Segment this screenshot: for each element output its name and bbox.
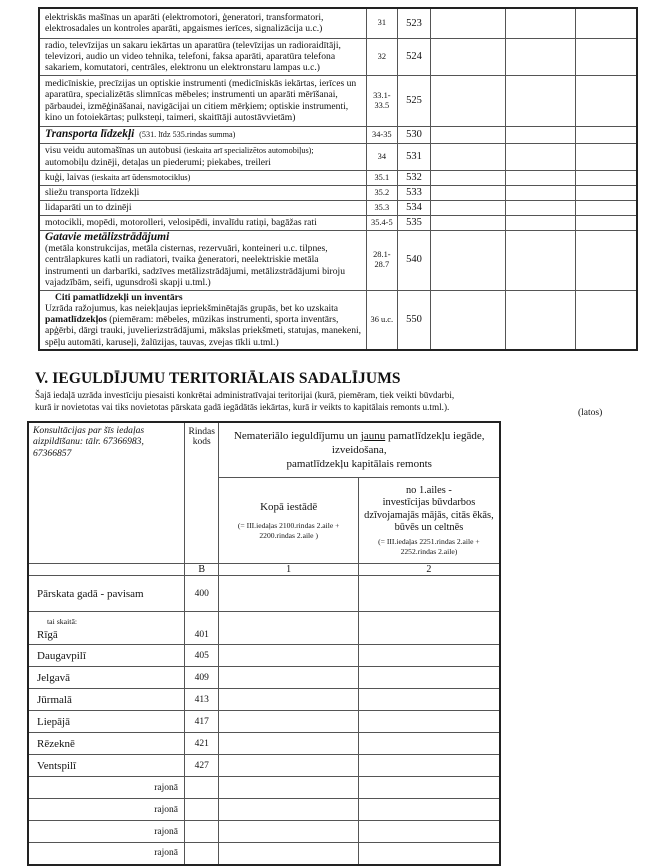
value-cell[interactable] [219, 576, 358, 612]
nace-code: 32 [366, 38, 397, 75]
row-code: 401 [185, 612, 219, 645]
row-code: 530 [397, 126, 431, 143]
row-code[interactable] [185, 821, 219, 843]
row-code: 421 [185, 733, 219, 755]
nace-code: 28.1-28.7 [366, 230, 397, 290]
section-title: V. IEGULDĪJUMU TERITORIĀLAIS SADALĪJUMS [35, 370, 401, 387]
district-label: rajonā [28, 843, 185, 865]
main-column-header [219, 422, 500, 478]
city-label: Jūrmalā [28, 689, 185, 711]
city-label: Rīgā [37, 629, 58, 641]
row-code: 409 [185, 667, 219, 689]
row-code: 417 [185, 711, 219, 733]
table-row-district [28, 799, 500, 821]
row-description [39, 230, 366, 290]
value-cell[interactable] [431, 185, 506, 200]
nace-code: 35.2 [366, 185, 397, 200]
nace-code: 36 u.c. [366, 290, 397, 350]
value-cell[interactable] [431, 38, 506, 75]
value-cell[interactable] [358, 843, 500, 865]
table-row-district [28, 777, 500, 799]
table-row [39, 75, 637, 126]
value-cell[interactable] [575, 185, 637, 200]
description-line: kurā ir novietotas vai tiks novietotas pārskata gadā iegādātās iekārtas, kurā ir veikts to kapitālais remonts u.tml.). [35, 401, 450, 412]
table-row-district [28, 821, 500, 843]
table-row-total [28, 576, 500, 612]
row-description: radio, televīzijas un sakaru iekārtas un aparatūra (televīzijas un radioraidītāji, televizori, audio un video tehnika, telefoni, faksa aparāti, aparatūra telefona sakariem, komutatori, centrāles, elektronu un elektronstaru lampas u.c.) [39, 38, 366, 75]
value-cell[interactable] [358, 799, 500, 821]
value-cell[interactable] [575, 170, 637, 185]
nace-code: 35.3 [366, 200, 397, 215]
value-cell[interactable] [219, 777, 358, 799]
row-text: (metāla konstrukcijas, metāla cisternas, rezervuāri, konteineri u.c. tilpnes, centrālapkures katli un radiatori, tvaika ģeneratori, neelektriskie metāla instrumenti un darbarīki, sadzīves metālizstrādājumi, metālizstrādājumi biroju vajadzībām, seifi, ugunsdroši skapji u.tml.) [45, 243, 345, 288]
value-cell[interactable] [358, 612, 500, 645]
header-text: Kopā iestādē [260, 500, 318, 513]
row-text: visu veidu automašīnas un autobusi [45, 145, 182, 157]
row-description: medicīniskie, precīzijas un optiskie instrumenti (medicīniskās iekārtas, ierīces un aparatūra, specializētās slimnīcas mēbeles; instrumenti un aparāti mērīšanai, pārbaudei, izmēģināšanai, navigācijai un citiem mērķiem; optiskie instrumenti, kino un fotoiekārtas; pulksteņi, taimeri, skaitītāji autostāvvietām) [39, 75, 366, 126]
header-text: investīcijas būvdarbos dzīvojamajās mājās, citās ēkās, būvēs un celtnēs [364, 497, 494, 533]
value-cell[interactable] [506, 38, 575, 75]
consult-phone: aizpildīšanu: tālr. 67366983, 67366857 [33, 436, 144, 459]
value-cell[interactable] [431, 8, 506, 38]
value-cell[interactable] [431, 290, 506, 350]
value-cell[interactable] [219, 843, 358, 865]
row-code: 427 [185, 755, 219, 777]
column-header-2 [358, 478, 500, 564]
row-description [39, 126, 366, 143]
value-cell[interactable] [575, 143, 637, 170]
value-cell[interactable] [506, 290, 575, 350]
district-label: rajonā [28, 799, 185, 821]
value-cell[interactable] [431, 126, 506, 143]
value-cell[interactable] [575, 230, 637, 290]
nace-code: 35.4-5 [366, 215, 397, 230]
value-cell[interactable] [431, 230, 506, 290]
row-description: elektriskās mašīnas un aparāti (elektromotori, ģeneratori, transformatori, elektrosadales un kontroles aparāti, apgaismes ierīces, signalizācija u.c.) [39, 8, 366, 38]
table-row [28, 711, 500, 733]
table-row [28, 755, 500, 777]
value-cell[interactable] [358, 576, 500, 612]
value-cell[interactable] [506, 75, 575, 126]
header-note: (= III.iedaļas 2251.rindas 2.aile + 2252.rindas 2.aile) [378, 536, 480, 556]
row-code: 525 [397, 75, 431, 126]
row-code: 532 [397, 170, 431, 185]
header-text: pamatlīdzekļu kapitālais remonts [286, 458, 432, 470]
row-label: Pārskata gadā - pavisam [28, 576, 185, 612]
value-cell[interactable] [358, 711, 500, 733]
value-cell[interactable] [219, 711, 358, 733]
header-text: pamatlīdzekļu iegāde, izveidošana, [331, 430, 485, 456]
header-text: no 1.ailes - [405, 484, 452, 496]
city-label: Liepājā [28, 711, 185, 733]
value-cell[interactable] [506, 8, 575, 38]
district-label: rajonā [28, 821, 185, 843]
description-line: Šajā iedaļā uzrāda investīciju piesaisti konkrētai administratīvajai teritorijai (kurā, piemēram, tiek veikti būvdarbi, [35, 390, 455, 400]
value-cell[interactable] [358, 733, 500, 755]
value-cell[interactable] [506, 200, 575, 215]
row-code: 531 [397, 143, 431, 170]
row-code: 550 [397, 290, 431, 350]
table-row [39, 200, 637, 215]
table-row [39, 290, 637, 350]
nace-code: 31 [366, 8, 397, 38]
row-code[interactable] [185, 843, 219, 865]
territorial-investment-table [27, 421, 501, 866]
row-description [39, 290, 366, 350]
value-cell[interactable] [575, 126, 637, 143]
value-cell[interactable] [575, 290, 637, 350]
fixed-assets-table [38, 7, 638, 351]
value-cell[interactable] [219, 733, 358, 755]
section-title: Citi pamatlīdzekļi un inventārs [55, 291, 183, 303]
header-text: kods [192, 437, 211, 447]
header-text-underlined: jaunu [360, 430, 386, 442]
nace-code: 33.1-33.5 [366, 75, 397, 126]
row-code-header [185, 422, 219, 564]
value-cell[interactable] [431, 215, 506, 230]
row-note: (ieskaita arī ūdensmotociklus) [91, 172, 191, 182]
currency-unit: (latos) [578, 408, 603, 418]
table-row [39, 185, 637, 200]
value-cell[interactable] [506, 230, 575, 290]
row-code: 400 [185, 576, 219, 612]
city-label: Ventspilī [28, 755, 185, 777]
column-header-1 [219, 478, 358, 564]
row-code: 535 [397, 215, 431, 230]
table-row [28, 689, 500, 711]
row-note: (531. līdz 535.rindas summa) [139, 129, 236, 139]
consultation-note [28, 422, 185, 564]
row-code: 534 [397, 200, 431, 215]
table-row [39, 215, 637, 230]
value-cell[interactable] [219, 645, 358, 667]
value-cell[interactable] [431, 75, 506, 126]
row-code[interactable] [185, 799, 219, 821]
table-row [28, 612, 500, 645]
nace-code: 35.1 [366, 170, 397, 185]
row-code[interactable] [185, 777, 219, 799]
column-number: B [185, 564, 219, 576]
row-description [39, 170, 366, 185]
header-text: Nemateriālo ieguldījumu un [233, 430, 361, 442]
header-row [28, 422, 500, 478]
value-cell[interactable] [219, 667, 358, 689]
value-cell[interactable] [358, 755, 500, 777]
row-code: 523 [397, 8, 431, 38]
row-description: motocikli, mopēdi, motorolleri, velosipēdi, invalīdu ratiņi, bagāžas rati [39, 215, 366, 230]
table-row [39, 8, 637, 38]
header-text: Rindas [188, 427, 215, 437]
table-row [39, 170, 637, 185]
value-cell[interactable] [358, 667, 500, 689]
nace-code: 34 [366, 143, 397, 170]
section-title: Transporta līdzekļi [45, 127, 135, 140]
value-cell[interactable] [358, 689, 500, 711]
table-row [39, 38, 637, 75]
row-code: 524 [397, 38, 431, 75]
table-row [28, 733, 500, 755]
table-row [39, 143, 637, 170]
row-description: lidaparāti un to dzinēji [39, 200, 366, 215]
city-label: Rēzeknē [28, 733, 185, 755]
row-text-bold: pamatlīdzekļos [45, 314, 107, 326]
table-row [28, 645, 500, 667]
value-cell[interactable] [219, 612, 358, 645]
section-description [35, 390, 615, 413]
value-cell[interactable] [431, 143, 506, 170]
city-label: Daugavpilī [28, 645, 185, 667]
value-cell[interactable] [575, 38, 637, 75]
value-cell[interactable] [431, 170, 506, 185]
row-note: (ieskaita arī specializētos automobiļus); [183, 146, 314, 156]
value-cell[interactable] [575, 8, 637, 38]
value-cell[interactable] [575, 75, 637, 126]
section-title: Gatavie metālizstrādājumi [45, 230, 170, 243]
row-code: 540 [397, 230, 431, 290]
column-number: 2 [358, 564, 500, 576]
value-cell[interactable] [219, 689, 358, 711]
value-cell[interactable] [506, 170, 575, 185]
district-label: rajonā [28, 777, 185, 799]
row-code: 533 [397, 185, 431, 200]
column-number [28, 564, 185, 576]
value-cell[interactable] [506, 215, 575, 230]
value-cell[interactable] [219, 821, 358, 843]
city-label: Jelgavā [28, 667, 185, 689]
row-code: 405 [185, 645, 219, 667]
nace-code: 34-35 [366, 126, 397, 143]
value-cell[interactable] [358, 821, 500, 843]
value-cell[interactable] [219, 799, 358, 821]
value-cell[interactable] [506, 126, 575, 143]
value-cell[interactable] [219, 755, 358, 777]
table-row [39, 126, 637, 143]
row-description: sliežu transporta līdzekļi [39, 185, 366, 200]
subtotal-note: tai skaitā: [47, 617, 78, 626]
consult-text: Konsultācijas par šīs iedaļas [33, 425, 145, 436]
row-description [39, 143, 366, 170]
value-cell[interactable] [358, 645, 500, 667]
column-number-row [28, 564, 500, 576]
table-row-district [28, 843, 500, 865]
value-cell[interactable] [506, 143, 575, 170]
table-row [28, 667, 500, 689]
row-label [28, 612, 185, 645]
value-cell[interactable] [575, 200, 637, 215]
row-code: 413 [185, 689, 219, 711]
value-cell[interactable] [358, 777, 500, 799]
value-cell[interactable] [431, 200, 506, 215]
table-row [39, 230, 637, 290]
row-text: Uzrāda ražojumus, kas neiekļaujas iepriekšminētajās grupās, bet ko uzskaita [45, 302, 339, 314]
row-text: automobiļu dzinēji, detaļas un piederumi; piekabes, treileri [45, 156, 271, 168]
value-cell[interactable] [575, 215, 637, 230]
row-text: (piemēram: mēbeles, mūzikas instrumenti, sporta inventārs, apģērbi, dārgi trauki, juvelierizstrādājumi, mākslas priekšmeti, statujas, manekeni, spēļu automāti, karuseļi, žalūzijas, tauvas, zvejas tīkli u.tml.) [45, 314, 362, 348]
value-cell[interactable] [506, 185, 575, 200]
column-number: 1 [219, 564, 358, 576]
row-text: kuģi, laivas [45, 171, 90, 183]
header-note: (= III.iedaļas 2100.rindas 2.aile + 2200.rindas 2.aile ) [237, 520, 340, 540]
